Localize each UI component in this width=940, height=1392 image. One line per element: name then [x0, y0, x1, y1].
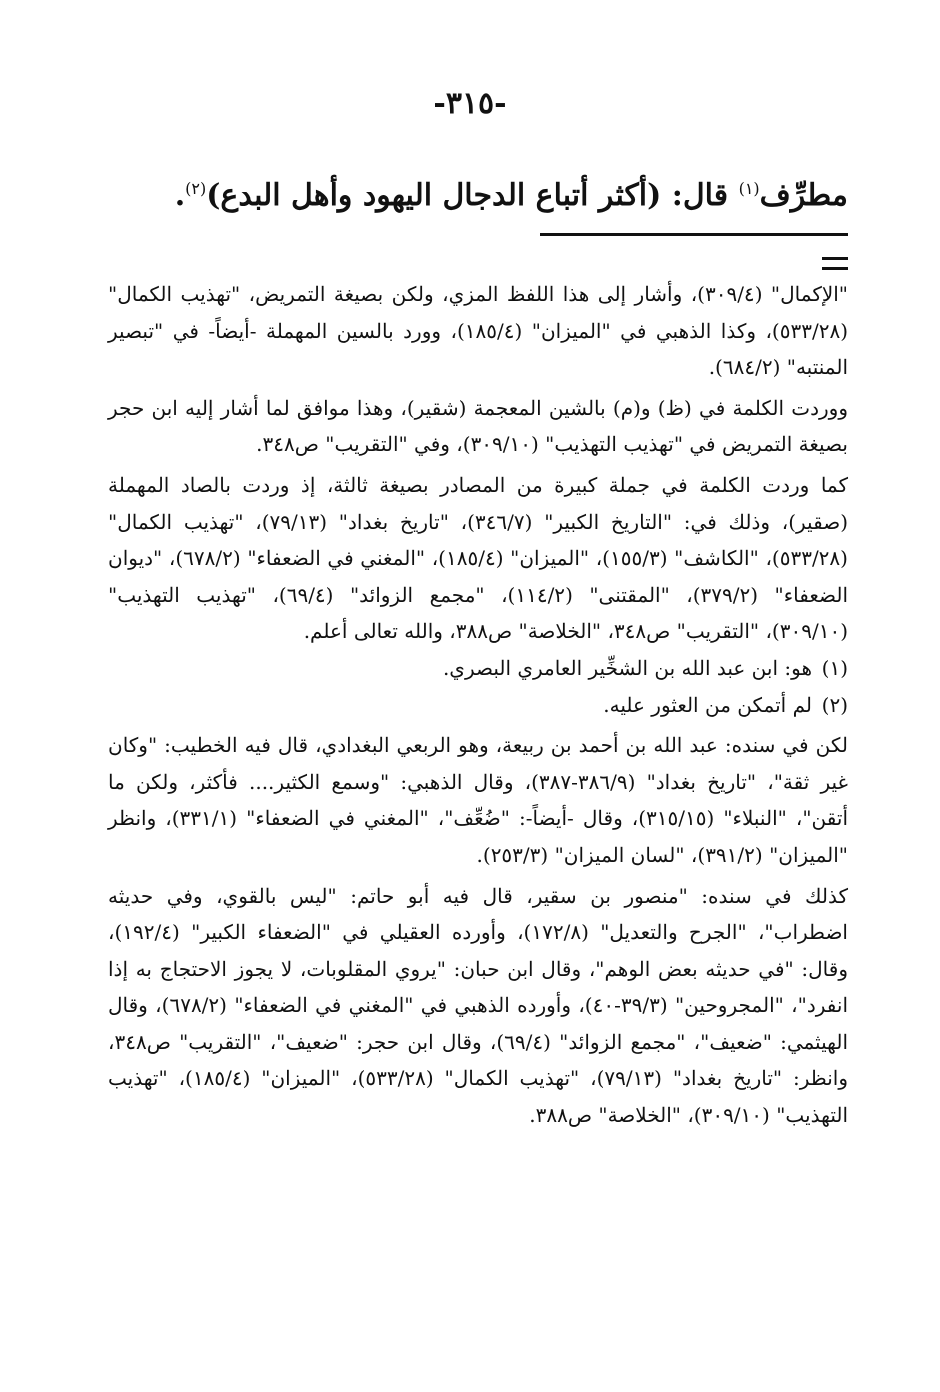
footnote-separator-rule [540, 233, 848, 236]
footnote-2-paragraph: لكن في سنده: عبد الله بن أحمد بن ربيعة، وهو الربعي البغدادي، قال فيه الخطيب: "وكان غير ثقة"، "تاريخ بغداد" (٣٨٦/٩-٣٨٧)، وقال الذهبي: "وسمع الكثير.... فأكثر، ولكن ما أتقن"، "النبلاء" (٣١٥/١٥)، وقال -أيضاً-: "ضُعِّف"، "المغني في الضعفاء" (٣٣١/١)، وانظر "الميزان" (٣٩١/٢)، "لسان الميزان" (٢٥٣/٣). [108, 733, 848, 867]
footnote-text: لم أتمكن من العثور عليه. [603, 692, 812, 717]
footnote-ref-1[interactable]: (١) [738, 179, 760, 198]
footnote-continuation-paragraph: ووردت الكلمة في (ظ) و(م) بالشين المعجمة (شقير)، وهذا موافق لما أشار إليه ابن حجر بصيغة التمريض في "تهذيب التهذيب" (٣٠٩/١٠)، وفي "التقريب" ص٣٤٨. [108, 395, 848, 457]
footnote-continuation-paragraph: "الإكمال" (٣٠٩/٤)، وأشار إلى هذا اللفظ المزي، ولكن بصيغة التمريض، "تهذيب الكمال" (٥٣٣/٢٨)، وكذا الذهبي في "الميزان" (١٨٥/٤)، وورد بالسين المهملة -أيضاً- في "تبصير المنتبه" (٦٨٤/٢). [108, 282, 849, 380]
footnote-number: (٢) [821, 692, 848, 717]
footnote-text: هو: ابن عبد الله بن الشخِّير العامري البصري. [442, 655, 812, 680]
footnote-continuation-paragraph: كما وردت الكلمة في جملة كبيرة من المصادر بصيغة ثالثة، إذ وردت بالصاد المهملة (صقير)، وذلك في: "التاريخ الكبير" (٣٤٦/٧)، "تاريخ بغداد" (٧٩/١٣)، "تهذيب الكمال" (٥٣٣/٢٨)، "الكاشف" (١٥٥/٣)، "الميزان" (١٨٥/٤)، "المغني في الضعفاء" (٦٧٨/٢)، "ديوان الضعفاء" (٣٧٩/٢)، "المقتنى" (١١٤/٢)، "مجمع الزوائد" (٦٩/٤)، "تهذيب التهذيب" (٣٠٩/١٠)، "التقريب" ص٣٤٨، "الخلاصة" ص٣٨٨، والله تعالى أعلم. [108, 472, 848, 644]
footnote-2 [108, 687, 848, 724]
footnote-2-paragraph: كذلك في سنده: "منصور بن سقير، قال فيه أبو حاتم: "ليس بالقوي، وفي حديثه اضطراب"، "الجرح والتعديل" (١٧٢/٨)، وأورده العقيلي في "الضعفاء الكبير" (١٩٢/٤)، وقال: "في حديثه بعض الوهم"، وقال ابن حبان: "يروي المقلوبات، لا يجوز الاحتجاج به إذا انفرد"، "المجروحين" (٣٩/٣-٤٠)، وأورده الذهبي في "المغني في الضعفاء" (٦٧٨/٢)، وقال الهيثمي: "ضعيف"، "مجمع الزوائد" (٦٩/٤)، وقال ابن حجر: "ضعيف"، "التقريب" ص٣٤٨، وانظر: "تاريخ بغداد" (٧٩/١٣)، "تهذيب الكمال" (٥٣٣/٢٨)، "الميزان" (١٨٥/٤)، "تهذيب التهذيب" (٣٠٩/١٠)، "الخلاصة" ص٣٨٨. [108, 883, 849, 1128]
continuation-mark [822, 257, 848, 270]
footnote-ref-2[interactable]: (٢) [185, 179, 207, 198]
footnote-number: (١) [821, 655, 848, 680]
heading-said: قال: [661, 178, 739, 213]
footnote-1 [108, 650, 848, 687]
page-number: -٣١٥- [433, 86, 507, 121]
footnotes-body [108, 276, 848, 1134]
hadith-heading [88, 165, 848, 220]
heading-narrator: مطرِّف [759, 178, 848, 213]
heading-quote: (أكثر أتباع الدجال اليهود وأهل البدع) [206, 178, 662, 213]
heading-period: . [174, 178, 186, 213]
